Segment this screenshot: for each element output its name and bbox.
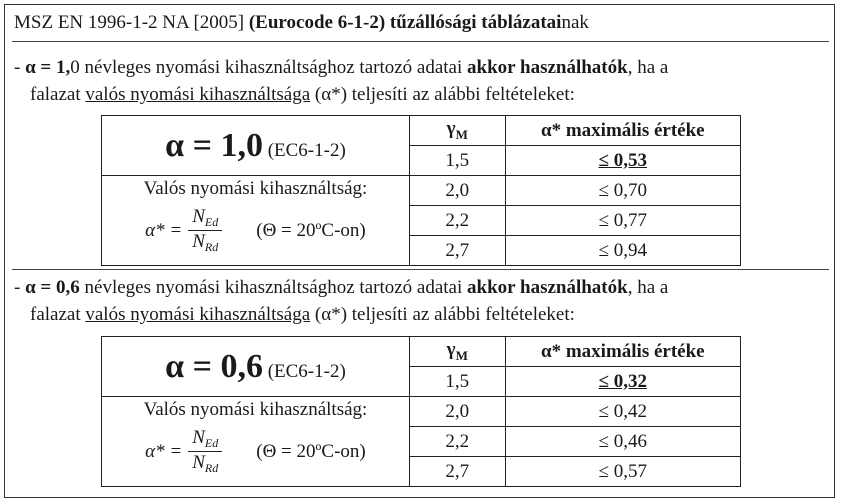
alpha-ref: (EC6-1-2) xyxy=(267,360,346,382)
table-alpha-0-6 xyxy=(101,336,741,487)
gamma-header xyxy=(409,116,505,146)
usable-bold: akkor használhatók xyxy=(467,57,628,78)
value-cell: ≤ 0,94 xyxy=(505,236,740,266)
fraction xyxy=(188,206,222,255)
condition: (Θ = 20ºC-on) xyxy=(256,219,366,241)
formula-cell xyxy=(102,176,410,266)
value-header: α* maximális értéke xyxy=(505,116,740,146)
alpha-big: α = 0,6 xyxy=(165,347,263,385)
alpha-bold: α = 0,6 xyxy=(25,277,80,298)
formula xyxy=(102,427,409,476)
gamma-cell: 2,2 xyxy=(409,427,505,457)
line2-underlined: valós nyomási kihasználtsága xyxy=(85,304,311,325)
value-cell: ≤ 0,46 xyxy=(505,427,740,457)
gamma-sub: M xyxy=(455,126,468,142)
alpha-cell xyxy=(102,116,410,176)
den-sub: Rd xyxy=(204,461,219,475)
line2-pre: falazat xyxy=(30,84,86,105)
num-sub: Ed xyxy=(204,436,219,450)
value-cell: ≤ 0,53 xyxy=(505,146,740,176)
num-sub: Ed xyxy=(204,215,219,229)
formula-cell xyxy=(102,397,410,487)
real-label: Valós nyomási kihasználtság: xyxy=(143,178,368,199)
den: N xyxy=(192,452,205,473)
gamma-label: γ xyxy=(446,339,456,361)
value-cell: ≤ 0,77 xyxy=(505,206,740,236)
section-1-line-1 xyxy=(14,57,668,79)
fraction xyxy=(188,427,222,476)
value-cell: ≤ 0,32 xyxy=(505,367,740,397)
gamma-cell: 2,0 xyxy=(409,397,505,427)
num: N xyxy=(192,206,205,227)
title-suffix: nak xyxy=(561,12,589,33)
table-alpha-1 xyxy=(101,115,741,266)
line2-underlined: valós nyomási kihasználtsága xyxy=(85,84,311,105)
alpha-rest: névleges nyomási kihasználtsághoz tartozó adatai xyxy=(79,277,468,298)
gamma-header xyxy=(409,337,505,367)
formula-lhs: α* = xyxy=(145,219,183,241)
formula-lhs: α* = xyxy=(145,440,183,462)
tail: , ha a xyxy=(627,57,669,78)
value-cell: ≤ 0,57 xyxy=(505,457,740,487)
page-title xyxy=(14,12,589,34)
real-label: Valós nyomási kihasználtság: xyxy=(143,399,368,420)
alpha-cell xyxy=(102,337,410,397)
line2-post: (α*) teljesíti az alábbi feltételeket: xyxy=(310,84,575,105)
alpha-ref: (EC6-1-2) xyxy=(267,139,346,161)
tail: , ha a xyxy=(627,277,669,298)
divider xyxy=(12,41,829,42)
den-sub: Rd xyxy=(204,240,219,254)
gamma-cell: 2,2 xyxy=(409,206,505,236)
title-bold: (Eurocode 6-1-2) tűzállósági táblázatai xyxy=(248,12,562,33)
alpha-bold: α = 1, xyxy=(25,57,71,78)
gamma-sub: M xyxy=(455,347,468,363)
alpha-rest: 0 névleges nyomási kihasználtsághoz tartozó adatai xyxy=(70,57,468,78)
dash: - xyxy=(14,57,26,78)
alpha-big: α = 1,0 xyxy=(165,126,263,164)
gamma-cell: 2,7 xyxy=(409,236,505,266)
section-2-line-2 xyxy=(30,304,575,326)
gamma-cell: 1,5 xyxy=(409,146,505,176)
section-2-line-1 xyxy=(14,277,668,299)
value-cell: ≤ 0,70 xyxy=(505,176,740,206)
usable-bold: akkor használhatók xyxy=(467,277,628,298)
dash: - xyxy=(14,277,26,298)
line2-pre: falazat xyxy=(30,304,86,325)
gamma-cell: 1,5 xyxy=(409,367,505,397)
num: N xyxy=(192,427,205,448)
condition: (Θ = 20ºC-on) xyxy=(256,440,366,462)
value-header: α* maximális értéke xyxy=(505,337,740,367)
divider xyxy=(12,269,829,270)
value-cell: ≤ 0,42 xyxy=(505,397,740,427)
gamma-label: γ xyxy=(446,118,456,140)
gamma-cell: 2,0 xyxy=(409,176,505,206)
line2-post: (α*) teljesíti az alábbi feltételeket: xyxy=(310,304,575,325)
title-prefix: MSZ EN 1996-1-2 NA [2005] xyxy=(14,12,249,33)
formula xyxy=(102,206,409,255)
den: N xyxy=(192,231,205,252)
section-1-line-2 xyxy=(30,84,575,106)
gamma-cell: 2,7 xyxy=(409,457,505,487)
